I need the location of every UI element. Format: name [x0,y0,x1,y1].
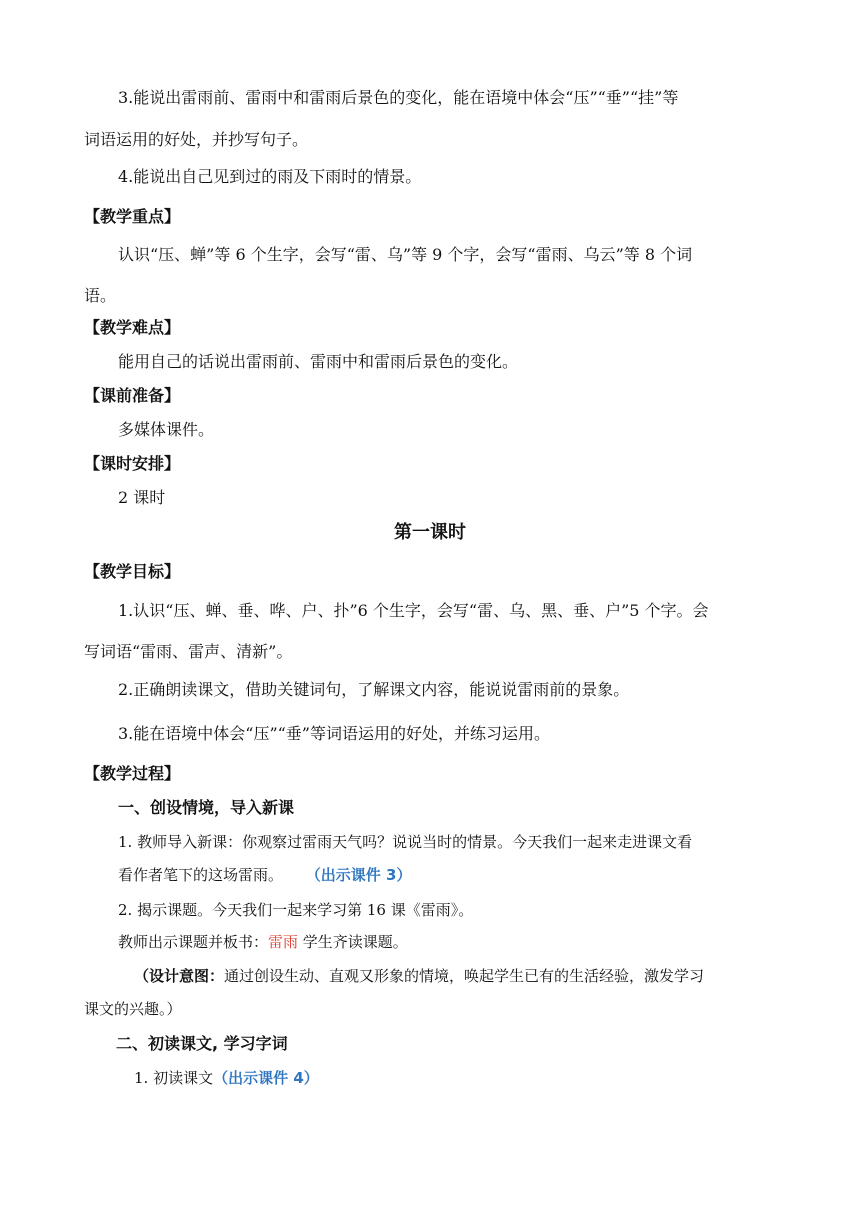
schedule-line-1: 2 课时 [118,488,166,507]
goal-2: 2.正确朗读课文，借助关键词句，了解课文内容，能说说雷雨前的景象。 [118,680,630,699]
objective-3-line-2: 词语运用的好处，并抄写句子。 [84,130,309,149]
step-2-item-1-text: 1. 初读课文 [134,1069,214,1087]
key-points-line-1: 认识“压、蝉”等 6 个生字，会写“雷、乌”等 9 个字，会写“雷雨、乌云”等 8 个词 [118,245,693,264]
objective-4: 4.能说出自己见到过的雨及下雨时的情景。 [118,167,422,186]
step-1-item-1-text: 看作者笔下的这场雷雨。 [118,866,284,884]
blackboard-intro: 教师出示课题并板书： [118,933,269,951]
design-intent-text: 通过创设生动、直观又形象的情境，唤起学生已有的生活经验，激发学习 [224,967,705,985]
courseware-tag: （出示课件 3） [305,866,412,884]
difficulties-line-1: 能用自己的话说出雷雨前、雷雨中和雷雨后景色的变化。 [118,352,519,371]
goal-1-line-1: 1.认识“压、蝉、垂、哗、户、扑”6 个生字，会写“雷、乌、黑、垂、户”5 个字。会 [118,601,709,620]
key-points-heading: 【教学重点】 [84,207,181,226]
design-intent-line-1 [134,966,834,986]
design-intent-line-2: 课文的兴趣。） [84,1000,182,1018]
schedule-heading: 【课时安排】 [84,454,181,473]
preparation-heading: 【课前准备】 [84,386,181,405]
objective-3-line-1: 3.能说出雷雨前、雷雨中和雷雨后景色的变化，能在语境中体会“压”“垂”“挂”等 [118,88,679,107]
goal-3: 3.能在语境中体会“压”“垂”等词语运用的好处，并练习运用。 [118,724,550,743]
step-1-item-1-line-1: 1. 教师导入新课：你观察过雷雨天气吗？说说当时的情景。今天我们一起来走进课文看 [118,833,693,851]
key-points-line-2: 语。 [84,286,117,305]
step-1-heading: 一、创设情境，导入新课 [118,798,295,817]
step-2-item-1 [134,1068,834,1088]
design-intent-label: （设计意图： [134,967,225,985]
step-1-item-2: 2. 揭示课题。今天我们一起来学习第 16 课《雷雨》。 [118,901,474,919]
step-2-heading: 二、初读课文, 学习字词 [116,1034,288,1053]
step-1-item-1-line-2 [118,865,818,885]
preparation-line-1: 多媒体课件。 [118,420,215,439]
blackboard-after: 学生齐读课题。 [298,933,408,951]
goals-heading: 【教学目标】 [84,562,181,581]
blackboard-title: 雷雨 [268,933,299,951]
process-heading: 【教学过程】 [84,764,181,783]
courseware-tag-2: （出示课件 4） [213,1069,319,1087]
difficulties-heading: 【教学难点】 [84,318,181,337]
step-1-item-3 [118,932,818,952]
goal-1-line-2: 写词语“雷雨、雷声、清新”。 [84,642,293,661]
lesson-title: 第一课时 [394,522,466,543]
